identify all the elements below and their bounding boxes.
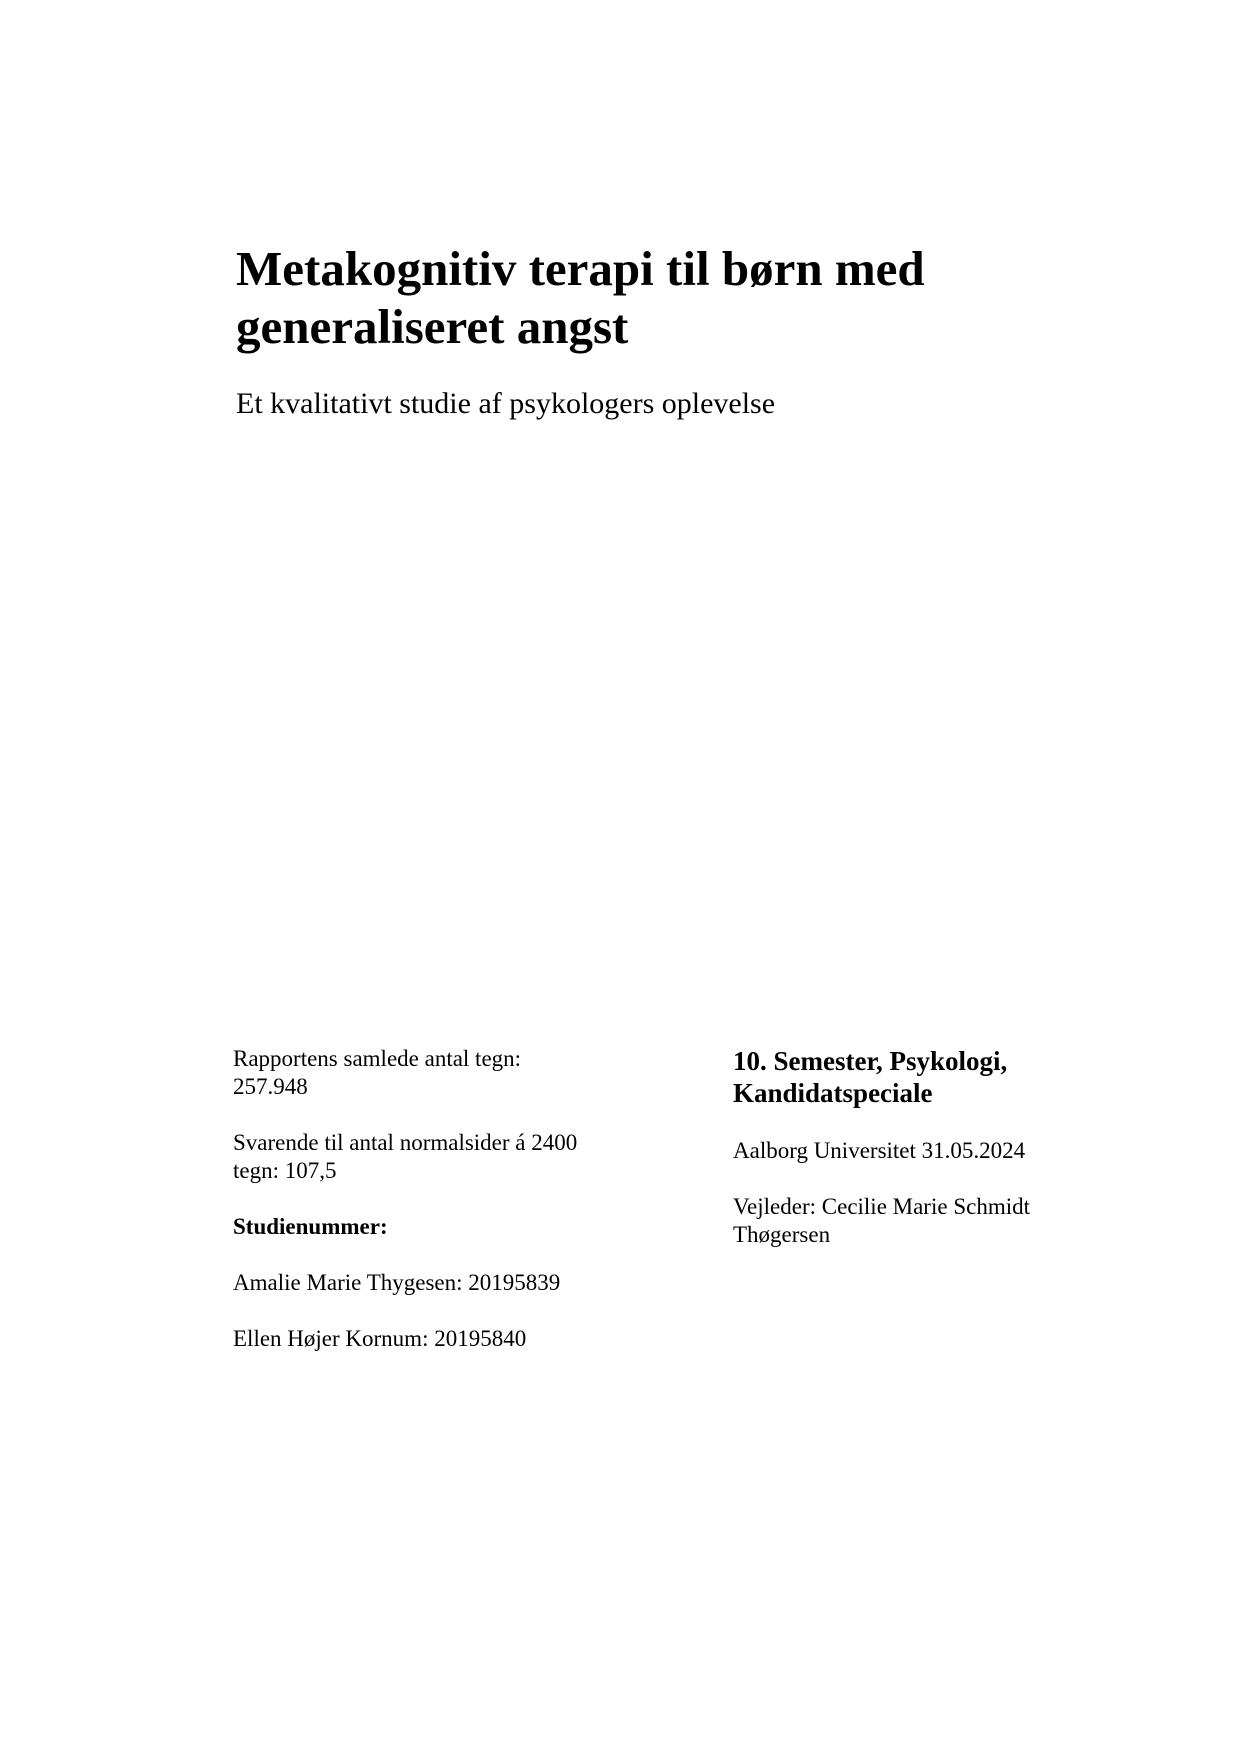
char-count — [233, 1045, 653, 1101]
document-subtitle: Et kvalitativt studie af psykologers oplevelse — [236, 387, 776, 420]
supervisor-line-2: Thøgersen — [733, 1222, 831, 1247]
document-title — [236, 240, 1096, 356]
char-count-label: Rapportens samlede antal tegn: — [233, 1046, 522, 1071]
report-info — [233, 1045, 653, 1381]
university-date: Aalborg Universitet 31.05.2024 — [733, 1138, 1026, 1163]
student-numbers-heading: Studienummer: — [233, 1214, 388, 1239]
title-line-1: Metakognitiv terapi til børn med — [236, 241, 925, 296]
student-entry: Amalie Marie Thygesen: 20195839 — [233, 1270, 561, 1295]
supervisor — [733, 1193, 1113, 1249]
normal-pages — [233, 1129, 653, 1185]
student-entry: Ellen Højer Kornum: 20195840 — [233, 1326, 527, 1351]
normal-pages-value: tegn: 107,5 — [233, 1158, 337, 1183]
program-line-1: 10. Semester, Psykologi, — [733, 1046, 1008, 1076]
supervisor-line-1: Vejleder: Cecilie Marie Schmidt — [733, 1194, 1030, 1219]
normal-pages-label: Svarende til antal normalsider á 2400 — [233, 1130, 578, 1155]
program-title — [733, 1045, 1113, 1109]
program-line-2: Kandidatspeciale — [733, 1078, 933, 1108]
title-block — [236, 240, 1096, 422]
title-line-2: generaliseret angst — [236, 299, 629, 354]
char-count-value: 257.948 — [233, 1074, 308, 1099]
program-info — [733, 1045, 1113, 1277]
